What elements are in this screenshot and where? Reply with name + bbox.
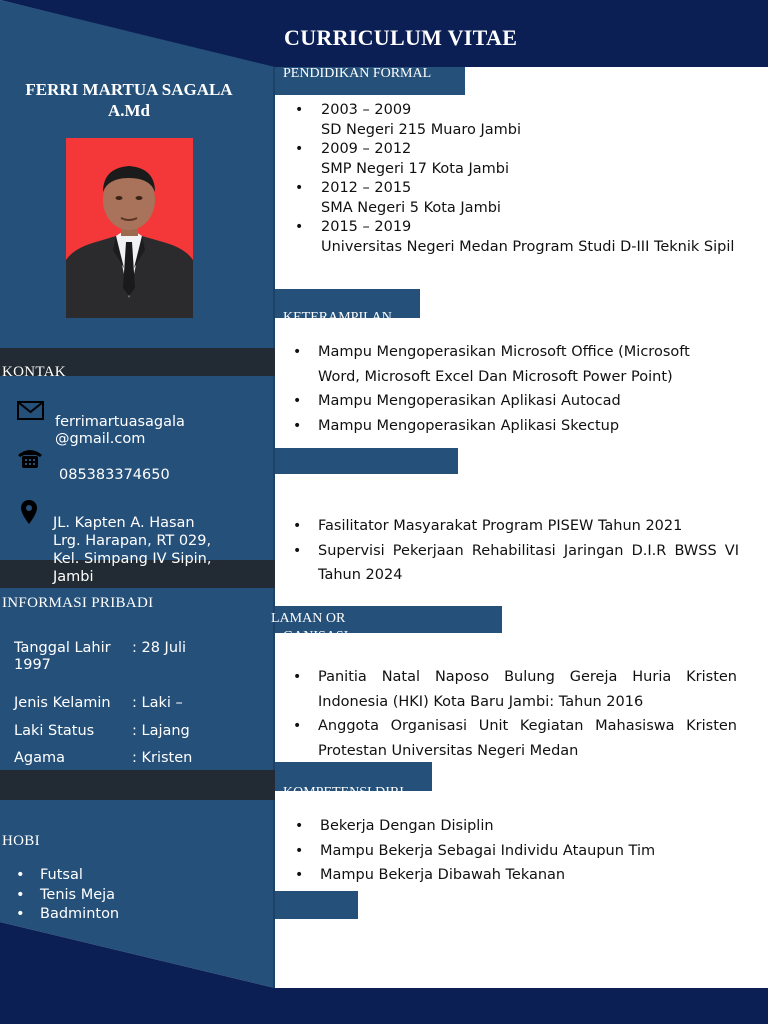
birth-row <box>14 640 264 676</box>
edu-years: • 2015 – 2019 <box>321 219 412 235</box>
list-item <box>275 218 745 257</box>
edu-school: SD Negeri 215 Muaro Jambi <box>321 121 521 138</box>
address-line: Jambi <box>53 569 94 585</box>
hobby-heading: HOBI <box>2 833 40 849</box>
list-item <box>275 179 745 218</box>
edu-years: • 2009 – 2012 <box>321 141 412 157</box>
competence-heading: KOMPETENSI DIRI <box>283 785 404 800</box>
edu-years: • 2003 – 2009 <box>321 102 412 118</box>
list-item: • Mampu Mengoperasikan Microsoft Office (Microsoft Word, Microsoft Excel Dan Microsoft Power Point) <box>274 340 734 389</box>
list-item: • Mampu Bekerja Dibawah Tekanan <box>276 863 746 888</box>
email-line-2[interactable]: @gmail.com <box>55 431 146 447</box>
status-value: : Lajang <box>132 723 190 739</box>
location-icon <box>20 499 38 525</box>
email-icon <box>17 401 45 421</box>
gender-value: : Laki – <box>132 695 183 711</box>
gender-label: Jenis Kelamin <box>14 695 111 711</box>
work-list <box>274 514 739 588</box>
status-label: Laki Status <box>14 723 95 739</box>
competence-heading-clip <box>283 783 432 800</box>
hobby-list <box>0 866 260 925</box>
list-item <box>275 140 745 179</box>
list-item <box>275 101 745 140</box>
skills-heading-clip <box>283 308 420 325</box>
list-item: • Fasilitator Masyarakat Program PISEW Tahun 2021 <box>274 514 739 539</box>
competence-list <box>276 814 746 888</box>
birth-label: Tanggal Lahir <box>14 640 111 656</box>
address <box>53 514 211 586</box>
address-line: JL. Kapten A. Hasan <box>53 515 195 531</box>
profile-name: FERRI MARTUA SAGALA <box>25 80 233 99</box>
list-item: • Futsal <box>0 866 260 886</box>
address-line: Lrg. Harapan, RT 029, <box>53 533 212 549</box>
list-item: • Mampu Mengoperasikan Aplikasi Skectup <box>274 414 734 439</box>
list-item: • Badminton <box>0 905 260 925</box>
religion-label: Agama <box>14 750 66 766</box>
edu-school: SMA Negeri 5 Kota Jambi <box>321 199 501 216</box>
edu-school: Universitas Negeri Medan Program Studi D-III Teknik Sipil <box>321 238 735 255</box>
profile-photo <box>66 138 193 318</box>
list-item: • Bekerja Dengan Disiplin <box>276 814 746 839</box>
contact-heading: KONTAK <box>2 364 66 380</box>
phone-number[interactable]: 085383374650 <box>59 467 170 483</box>
organization-heading-2: GANISASI <box>283 629 349 644</box>
religion-value: : Kristen <box>132 750 193 766</box>
edu-years: • 2012 – 2015 <box>321 180 412 196</box>
list-item: • Supervisi Pekerjaan Rehabilitasi Jaringan D.I.R BWSS VI Tahun 2024 <box>274 539 739 588</box>
education-heading: PENDIDIKAN FORMAL <box>283 66 432 81</box>
organization-heading-clip <box>283 629 483 644</box>
birth-value: : 28 Juli <box>132 640 187 656</box>
email-line-1[interactable]: ferrimartuasagala <box>55 414 185 430</box>
education-list <box>275 101 745 257</box>
organization-list <box>274 665 737 763</box>
skills-list <box>274 340 734 438</box>
edu-school: SMP Negeri 17 Kota Jambi <box>321 160 509 177</box>
address-line: Kel. Simpang IV Sipin, <box>53 551 212 567</box>
list-item: • Mampu Mengoperasikan Aplikasi Autocad <box>274 389 734 414</box>
birth-year: 1997 <box>14 657 51 673</box>
list-item: • Tenis Meja <box>0 886 260 906</box>
phone-icon <box>16 447 44 469</box>
profile-degree: A.Md <box>107 101 151 120</box>
page-title: CURRICULUM VITAE <box>284 25 518 50</box>
list-item: • Anggota Organisasi Unit Kegiatan Mahasiswa Kristen Protestan Universitas Negeri Medan <box>274 714 737 763</box>
skills-heading: KETERAMPILAN <box>283 310 392 325</box>
list-item: • Panitia Natal Naposo Bulung Gereja Huria Kristen Indonesia (HKI) Kota Baru Jambi: Tahun 2016 <box>274 665 737 714</box>
list-item: • Mampu Bekerja Sebagai Individu Ataupun Tim <box>276 839 746 864</box>
organization-heading: LAMAN OR <box>271 611 346 626</box>
personal-heading: INFORMASI PRIBADI <box>2 595 154 611</box>
